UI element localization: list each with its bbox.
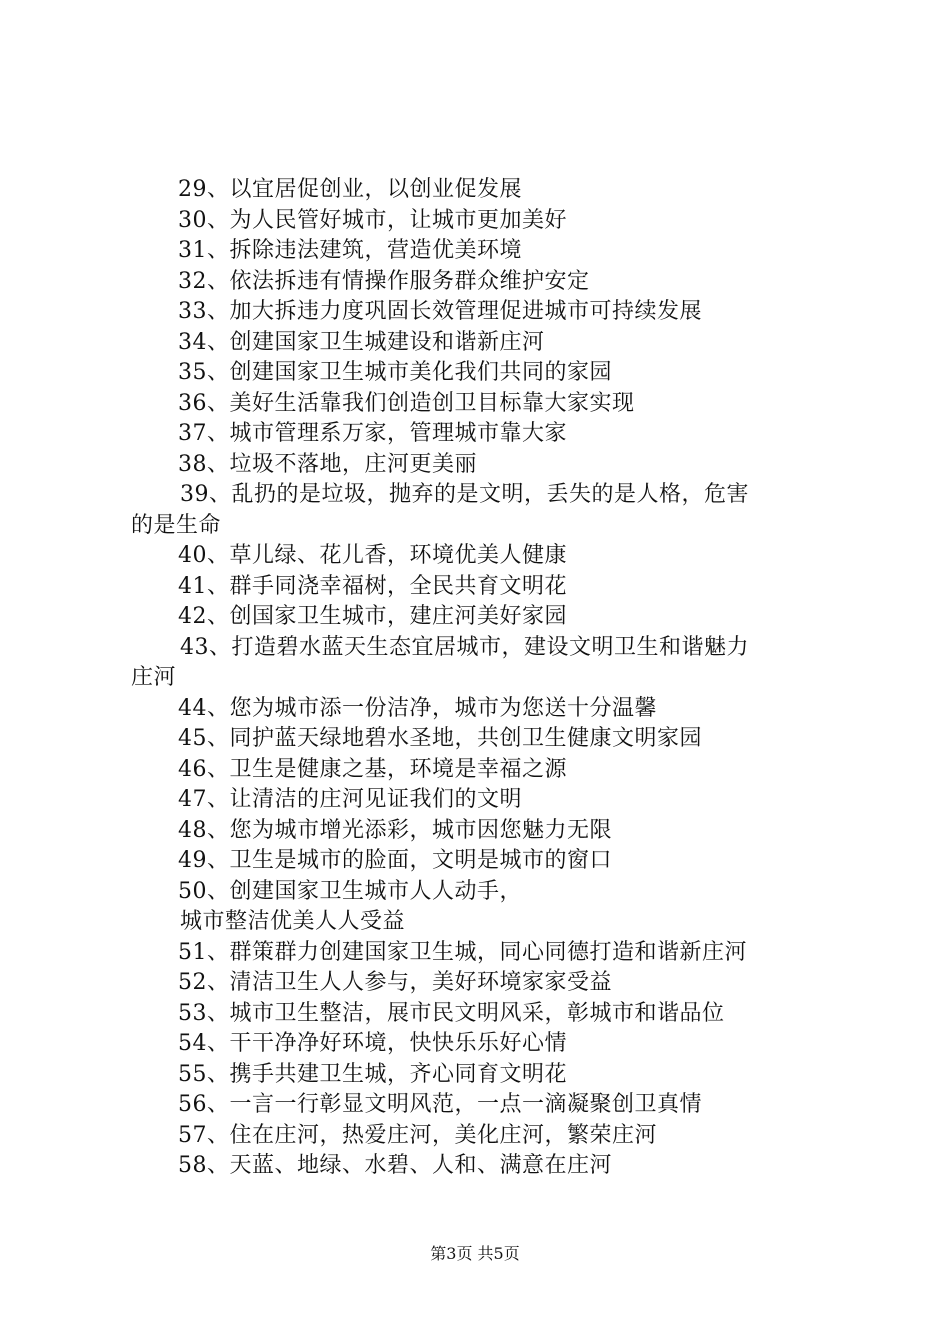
slogan-line: 31、拆除违法建筑，营造优美环境 [178,238,522,263]
slogan-line: 46、卫生是健康之基，环境是幸福之源 [178,756,567,782]
slogan-line: 40、草儿绿、花儿香，环境优美人健康 [178,543,567,568]
slogan-line: 50、创建国家卫生城市人人动手， [178,878,522,904]
slogan-list [131,175,831,1182]
slogan-line: 34、创建国家卫生城建设和谐新庄河 [178,329,545,355]
slogan-line: 37、城市管理系万家，管理城市靠大家 [178,421,567,446]
slogan-line: 36、美好生活靠我们创造创卫目标靠大家实现 [178,390,635,416]
slogan-line: 49、卫生是城市的脸面，文明是城市的窗口 [178,848,612,873]
slogan-line: 54、干干净净好环境，快快乐乐好心情 [178,1031,567,1056]
slogan-line: 41、群手同浇幸福树，全民共育文明花 [178,573,567,599]
slogan-line: 的是生命 [131,512,222,538]
slogan-line: 51、群策群力创建国家卫生城，同心同德打造和谐新庄河 [178,939,747,965]
slogan-line: 39、乱扔的是垃圾，抛弃的是文明，丢失的是人格，危害 [180,482,749,507]
slogan-line: 58、天蓝、地绿、水碧、人和、满意在庄河 [178,1153,612,1178]
slogan-line: 48、您为城市增光添彩，城市因您魅力无限 [178,817,612,843]
slogan-line: 30、为人民管好城市，让城市更加美好 [178,207,567,233]
slogan-line: 庄河 [131,665,177,690]
slogan-line: 32、依法拆违有情操作服务群众维护安定 [178,268,590,294]
slogan-line: 55、携手共建卫生城，齐心同育文明花 [178,1061,567,1087]
slogan-line: 38、垃圾不落地，庄河更美丽 [178,451,477,477]
slogan-line: 29、以宜居促创业，以创业促发展 [178,177,522,202]
slogan-line: 56、一言一行彰显文明风范，一点一滴凝聚创卫真情 [178,1092,702,1117]
slogan-line: 44、您为城市添一份洁净，城市为您送十分温馨 [178,695,657,721]
slogan-line: 42、创国家卫生城市，建庄河美好家园 [178,604,567,629]
page-footer: 第3页 共5页 [430,1244,520,1263]
slogan-line: 53、城市卫生整洁，展市民文明风采，彰城市和谐品位 [178,1000,725,1026]
slogan-line: 33、加大拆违力度巩固长效管理促进城市可持续发展 [178,299,702,324]
slogan-line: 城市整洁优美人人受益 [180,909,406,934]
slogan-line: 57、住在庄河，热爱庄河，美化庄河，繁荣庄河 [178,1122,657,1148]
slogan-line: 45、同护蓝天绿地碧水圣地，共创卫生健康文明家园 [178,726,702,751]
slogan-line: 52、清洁卫生人人参与，美好环境家家受益 [178,970,612,995]
slogan-line: 47、让清洁的庄河见证我们的文明 [178,787,522,812]
slogan-line: 35、创建国家卫生城市美化我们共同的家园 [178,360,612,385]
slogan-line: 43、打造碧水蓝天生态宜居城市，建设文明卫生和谐魅力 [180,634,749,660]
